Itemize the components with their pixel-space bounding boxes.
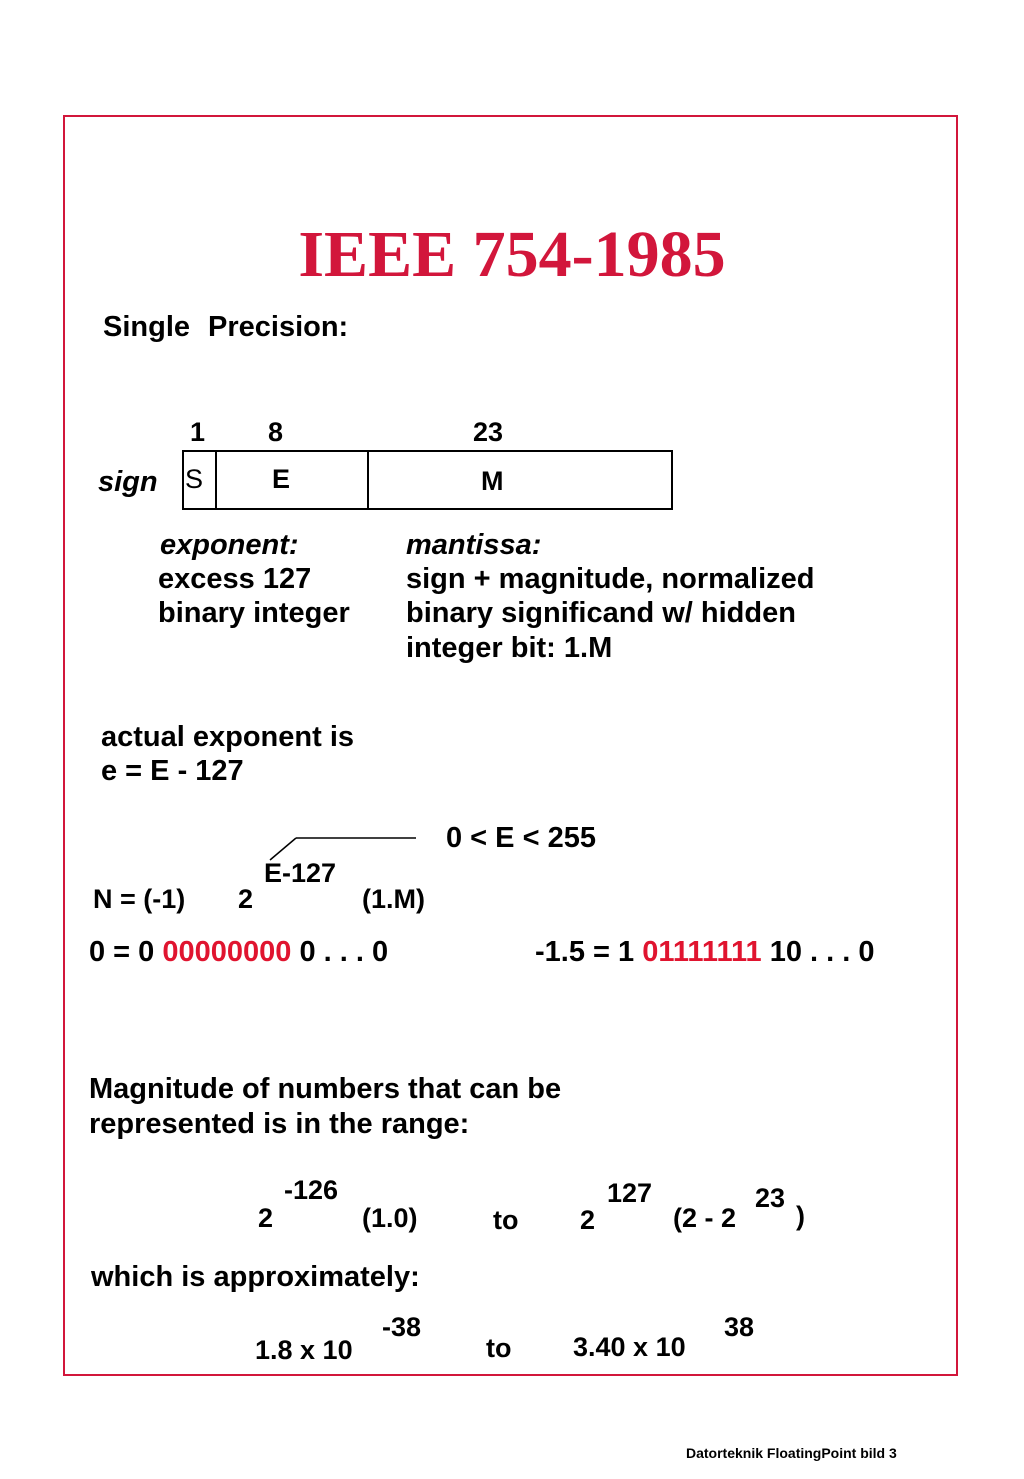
magnitude-line2: represented is in the range: (89, 1108, 470, 1140)
bits-sign: 1 (190, 417, 206, 447)
sign-label: sign (98, 466, 158, 498)
exponent-line2: binary integer (158, 597, 350, 629)
approx-low-exponent: -38 (382, 1312, 422, 1342)
mantissa-line1: sign + magnitude, normalized (406, 563, 815, 595)
mantissa-line2: binary significand w/ hidden (406, 597, 796, 629)
formula-mantissa-part: (1.M) (362, 884, 425, 914)
approx-high-mantissa: 3.40 x 10 (573, 1332, 686, 1362)
approx-high-exponent: 38 (724, 1312, 755, 1342)
range-high-factor-close: ) (796, 1201, 805, 1231)
exponent-heading: exponent: (160, 529, 299, 561)
slide-title: IEEE 754-1985 (298, 218, 726, 291)
range-high-factor-exponent: 23 (755, 1183, 786, 1213)
exponent-line1: excess 127 (158, 563, 312, 595)
range-low-exponent: -126 (284, 1175, 339, 1205)
range-to: to (493, 1205, 519, 1235)
formula-exponent: E-127 (264, 858, 337, 888)
example-zero-suffix: 0 . . . 0 (291, 936, 389, 968)
actual-exponent-line2: e = E - 127 (101, 755, 244, 787)
bits-exponent: 8 (268, 417, 284, 447)
formula-sign-part: N = (-1) (93, 884, 186, 914)
example-neg (535, 938, 875, 967)
example-neg-exponent-bits: 01111111 (642, 936, 762, 968)
range-high-factor: (2 - 2 (673, 1203, 737, 1233)
approx-to: to (486, 1333, 512, 1363)
range-low-base: 2 (258, 1203, 274, 1233)
mantissa-line3: integer bit: 1.M (406, 632, 613, 664)
exponent-mantissa-divider (367, 452, 369, 508)
example-zero-prefix: 0 = 0 (89, 936, 163, 968)
actual-exponent-line1: actual exponent is (101, 721, 355, 753)
bits-mantissa: 23 (473, 417, 504, 447)
magnitude-line1: Magnitude of numbers that can be (89, 1073, 562, 1105)
example-zero (89, 938, 388, 967)
range-low-factor: (1.0) (362, 1203, 418, 1233)
mantissa-heading: mantissa: (406, 529, 542, 561)
example-neg-suffix: 10 . . . 0 (761, 936, 875, 968)
approx-label: which is approximately: (91, 1261, 420, 1293)
range-note: 0 < E < 255 (446, 822, 596, 854)
subtitle-single: Single (103, 311, 191, 343)
range-high-base: 2 (580, 1205, 596, 1235)
bit-field-box (182, 450, 673, 510)
range-high-exponent: 127 (607, 1178, 653, 1208)
formula-base: 2 (238, 884, 254, 914)
sign-exponent-divider (215, 452, 217, 508)
subtitle-precision: Precision: (208, 311, 349, 343)
field-s: S (185, 464, 204, 494)
approx-low-mantissa: 1.8 x 10 (255, 1335, 353, 1365)
field-m: M (481, 466, 504, 496)
footer: Datorteknik FloatingPoint bild 3 (686, 1445, 897, 1461)
example-zero-exponent-bits: 00000000 (162, 936, 292, 968)
example-neg-prefix: -1.5 = 1 (535, 936, 643, 968)
field-e: E (272, 464, 291, 494)
